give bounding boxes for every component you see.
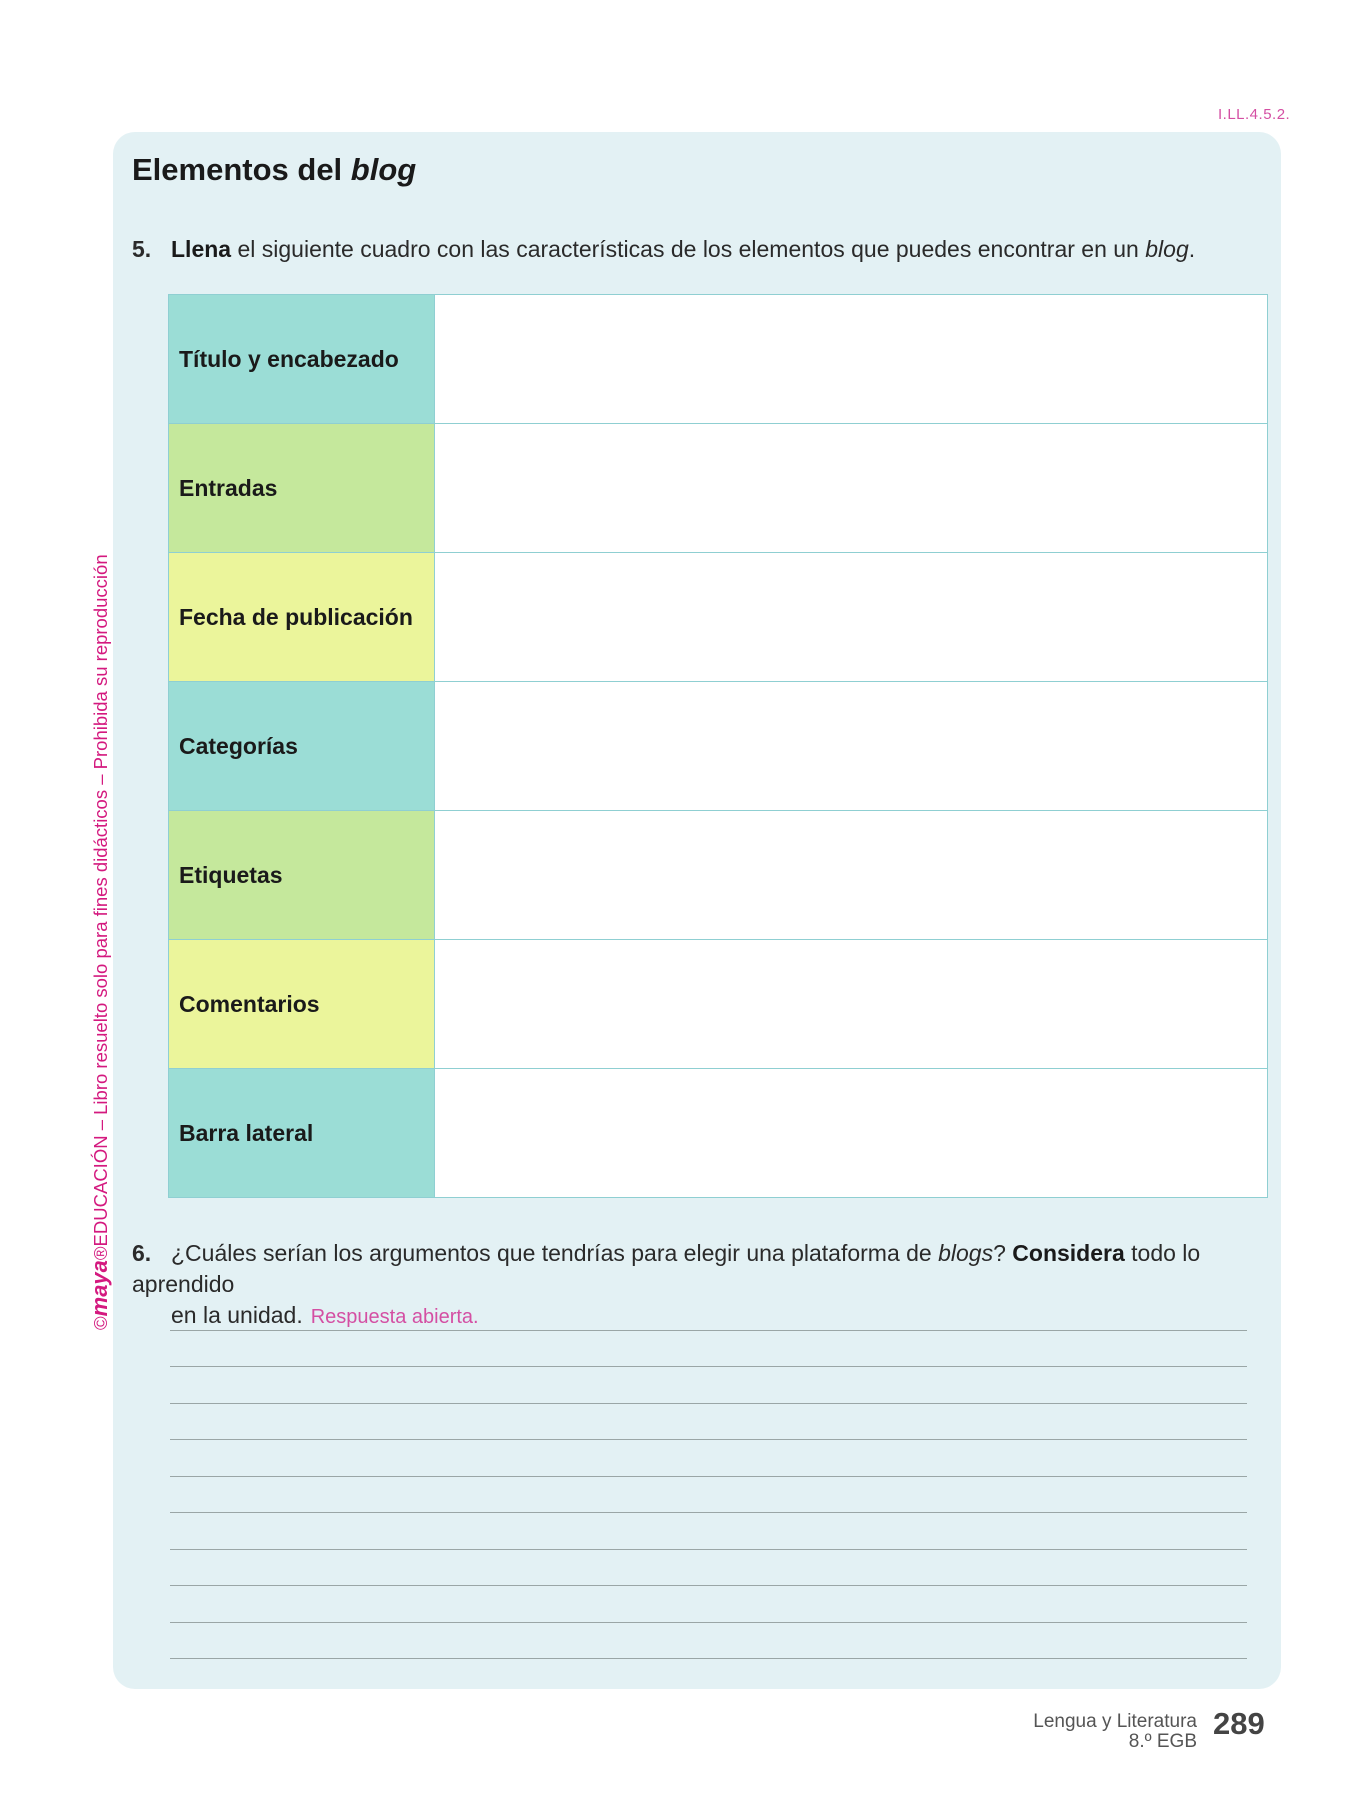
answer-line[interactable] (170, 1622, 1247, 1623)
row-label: Etiquetas (169, 811, 435, 940)
answer-line[interactable] (170, 1403, 1247, 1404)
footer-subject: Lengua y Literatura (1033, 1711, 1197, 1732)
table-row (169, 424, 1268, 553)
question-6-italic: blogs (938, 1240, 994, 1266)
answer-cell[interactable] (435, 553, 1268, 682)
publisher-logo: maya (87, 1260, 112, 1317)
question-5-italic: blog (1145, 236, 1189, 262)
table-row (169, 682, 1268, 811)
row-label: Entradas (169, 424, 435, 553)
blog-elements-table (168, 294, 1268, 1198)
question-6-number: 6. (132, 1240, 152, 1266)
section-title (132, 152, 416, 188)
question-6-line2-text: en la unidad. (171, 1302, 303, 1328)
answer-cell[interactable] (435, 1069, 1268, 1198)
answer-cell[interactable] (435, 811, 1268, 940)
footer-grade: 8.º EGB (1128, 1731, 1197, 1752)
question-5 (132, 234, 1195, 265)
row-label: Barra lateral (169, 1069, 435, 1198)
question-6-verb: Considera (1012, 1240, 1125, 1266)
table-row (169, 295, 1268, 424)
page-number: 289 (1213, 1706, 1265, 1741)
answer-line[interactable] (170, 1476, 1247, 1477)
question-6-line2 (132, 1300, 1272, 1333)
registered-mark: ® (90, 1246, 111, 1261)
question-5-verb: Llena (171, 236, 232, 262)
question-5-end: . (1188, 236, 1196, 262)
answer-line[interactable] (170, 1512, 1247, 1513)
answer-line[interactable] (170, 1658, 1247, 1659)
answer-cell[interactable] (435, 424, 1268, 553)
answer-line[interactable] (170, 1439, 1247, 1440)
question-6-text-end: todo lo aprendido (132, 1240, 1201, 1297)
row-label: Comentarios (169, 940, 435, 1069)
answer-cell[interactable] (435, 682, 1268, 811)
question-5-text: el siguiente cuadro con las características de los elementos que puedes encontrar en un (231, 236, 1146, 262)
row-label: Categorías (169, 682, 435, 811)
answer-cell[interactable] (435, 295, 1268, 424)
answer-line[interactable] (170, 1585, 1247, 1586)
question-6-punct: ? (993, 1240, 1013, 1266)
table-row (169, 811, 1268, 940)
table-row (169, 1069, 1268, 1198)
footer (1033, 1712, 1197, 1752)
question-6 (132, 1238, 1272, 1333)
answer-hint: Respuesta abierta. (310, 1306, 479, 1328)
row-label: Título y encabezado (169, 295, 435, 424)
copyright-text: EDUCACIÓN – Libro resuelto solo para fines didácticos – Prohibida su reproducción (90, 554, 111, 1247)
copyright-symbol: © (90, 1316, 111, 1330)
table-row (169, 940, 1268, 1069)
question-5-number: 5. (132, 236, 152, 262)
answer-cell[interactable] (435, 940, 1268, 1069)
section-title-italic: blog (350, 152, 417, 187)
skill-code: I.LL.4.5.2. (1218, 106, 1291, 123)
table-row (169, 553, 1268, 682)
answer-line[interactable] (170, 1366, 1247, 1367)
row-label: Fecha de publicación (169, 553, 435, 682)
answer-line[interactable] (170, 1549, 1247, 1550)
answer-line[interactable] (170, 1330, 1247, 1331)
section-title-main: Elementos del (132, 152, 351, 187)
copyright-sidebar (87, 554, 113, 1330)
question-6-text: ¿Cuáles serían los argumentos que tendrías para elegir una plataforma de (171, 1240, 939, 1266)
